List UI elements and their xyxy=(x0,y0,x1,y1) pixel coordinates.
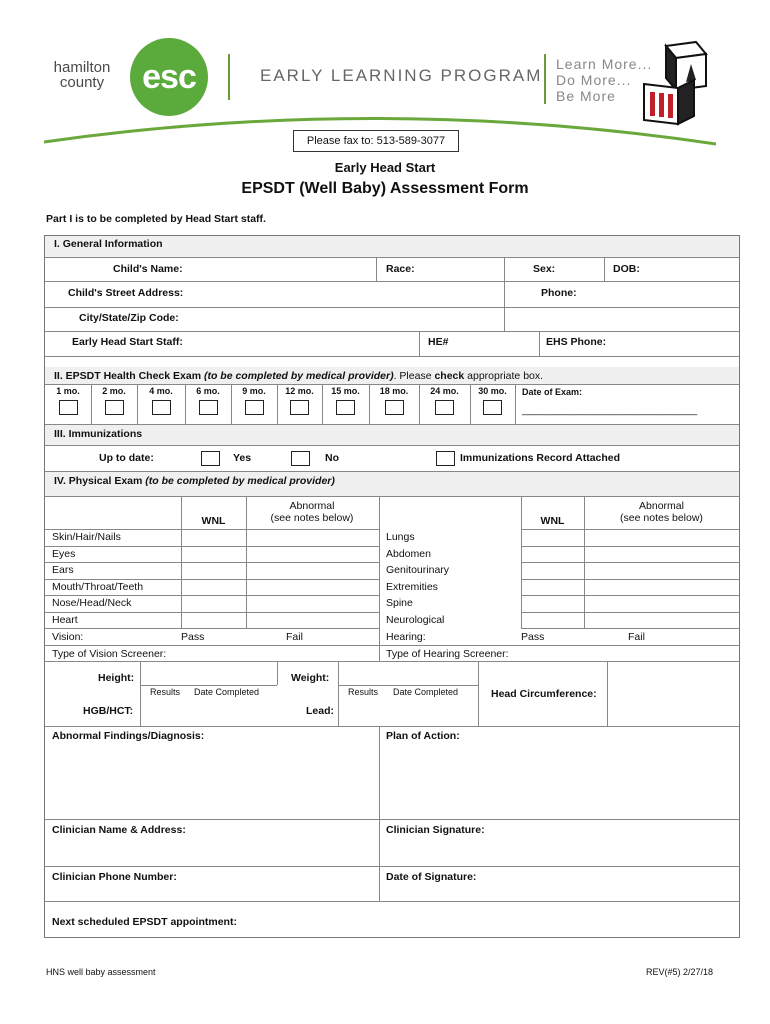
plan-label: Plan of Action: xyxy=(386,730,460,742)
head-circ-label: Head Circumference: xyxy=(491,688,597,700)
divider xyxy=(228,54,230,100)
exam-item-left: Heart xyxy=(52,613,78,626)
footer-left: HNS well baby assessment xyxy=(46,967,156,977)
month-label: 12 mo. xyxy=(285,386,314,396)
fax-number: Please fax to: 513-589-3077 xyxy=(293,130,459,152)
section-2-heading: II. EPSDT Health Check Exam (to be completed by medical provider). Please check appropriate box. xyxy=(54,370,544,382)
he-label: HE# xyxy=(428,336,449,348)
exam-item-left: Eyes xyxy=(52,547,76,560)
hearing-screener-label: Type of Hearing Screener: xyxy=(386,648,509,660)
wnl-header-left: WNL xyxy=(201,515,226,527)
sex-label: Sex: xyxy=(533,263,556,275)
weight-date-label: Date Completed xyxy=(393,687,459,697)
hearing-label: Hearing: xyxy=(386,631,426,643)
ehs-phone-label: EHS Phone: xyxy=(546,336,607,348)
section-header-bg xyxy=(45,424,739,445)
dob-label: DOB: xyxy=(613,263,640,275)
height-results-label: Results xyxy=(150,687,181,697)
date-of-exam-line[interactable]: ______________________________ xyxy=(522,404,698,416)
vision-label: Vision: xyxy=(52,631,84,643)
no-checkbox[interactable] xyxy=(291,451,310,466)
hearing-fail[interactable]: Fail xyxy=(628,631,645,643)
hearing-pass[interactable]: Pass xyxy=(521,631,545,643)
exam-item-right: Abdomen xyxy=(386,547,431,560)
exam-item-right: Extremities xyxy=(386,580,438,593)
hgb-label: HGB/HCT: xyxy=(83,705,134,717)
month-checkbox[interactable] xyxy=(290,400,309,415)
month-checkbox[interactable] xyxy=(59,400,78,415)
exam-item-right: Spine xyxy=(386,597,413,609)
month-label: 1 mo. xyxy=(56,386,80,396)
clinician-phone-label: Clinician Phone Number: xyxy=(52,871,177,883)
race-label: Race: xyxy=(386,263,415,275)
month-checkbox[interactable] xyxy=(245,400,264,415)
month-label: 2 mo. xyxy=(102,386,126,396)
abnormal-findings-label: Abnormal Findings/Diagnosis: xyxy=(52,730,205,742)
no-label: No xyxy=(325,452,339,464)
date-sig-label: Date of Signature: xyxy=(386,871,477,883)
clinician-sig-label: Clinician Signature: xyxy=(386,824,485,836)
up-to-date-label: Up to date: xyxy=(99,452,154,464)
weight-results-label: Results xyxy=(348,687,379,697)
yes-label: Yes xyxy=(233,452,252,464)
exam-item-left: Nose/Head/Neck xyxy=(52,597,132,609)
staff-label: Early Head Start Staff: xyxy=(72,336,183,348)
wnl-header-right: WNL xyxy=(540,515,565,527)
exam-item-right: Genitourinary xyxy=(386,564,450,576)
tagline: Learn More... Do More... Be More xyxy=(556,56,653,104)
vision-screener-label: Type of Vision Screener: xyxy=(52,648,167,660)
month-label: 4 mo. xyxy=(149,386,173,396)
month-label: 9 mo. xyxy=(242,386,266,396)
month-label: 30 mo. xyxy=(478,386,507,396)
height-label: Height: xyxy=(98,672,135,684)
month-checkbox[interactable] xyxy=(152,400,171,415)
clinician-name-label: Clinician Name & Address: xyxy=(52,824,186,836)
phone-label: Phone: xyxy=(541,287,577,299)
county-logo-text: hamilton county xyxy=(53,59,111,91)
month-label: 15 mo. xyxy=(331,386,360,396)
section-4-heading: IV. Physical Exam (to be completed by medical provider) xyxy=(54,475,335,487)
date-of-exam-label: Date of Exam: xyxy=(522,387,583,397)
section-1-heading: I. General Information xyxy=(54,238,163,250)
month-checkbox[interactable] xyxy=(336,400,355,415)
exam-item-left: Skin/Hair/Nails xyxy=(52,531,121,543)
page-title: EPSDT (Well Baby) Assessment Form xyxy=(241,180,529,197)
month-checkbox[interactable] xyxy=(199,400,218,415)
abnormal-header-right: Abnormal (see notes below) xyxy=(620,500,703,524)
record-attached-label: Immunizations Record Attached xyxy=(460,452,621,464)
month-checkbox[interactable] xyxy=(385,400,404,415)
vision-pass[interactable]: Pass xyxy=(181,631,205,643)
footer-right: REV(#5) 2/27/18 xyxy=(646,967,714,977)
exam-item-left: Mouth/Throat/Teeth xyxy=(52,580,144,593)
exam-item-right: Neurological xyxy=(386,613,445,626)
subtitle: Early Head Start xyxy=(334,160,436,175)
yes-checkbox[interactable] xyxy=(201,451,220,466)
child-name-label: Child's Name: xyxy=(113,263,183,275)
month-label: 18 mo. xyxy=(379,386,409,396)
month-checkbox[interactable] xyxy=(105,400,124,415)
esc-logo: esc xyxy=(130,38,208,116)
month-label: 6 mo. xyxy=(196,386,220,396)
divider xyxy=(544,54,546,104)
height-date-label: Date Completed xyxy=(194,687,260,697)
month-checkbox[interactable] xyxy=(435,400,454,415)
program-name: EARLY LEARNING PROGRAM xyxy=(260,66,543,85)
part-note: Part I is to be completed by Head Start staff. xyxy=(46,213,266,225)
exam-item-left: Ears xyxy=(52,564,74,576)
section-3-heading: III. Immunizations xyxy=(54,428,143,440)
vision-fail[interactable]: Fail xyxy=(286,631,303,643)
month-label: 24 mo. xyxy=(430,386,459,396)
exam-item-right: Lungs xyxy=(386,531,415,543)
record-attached-checkbox[interactable] xyxy=(436,451,455,466)
abnormal-header-left: Abnormal (see notes below) xyxy=(270,500,354,524)
next-appt-label: Next scheduled EPSDT appointment: xyxy=(52,916,237,928)
lead-label: Lead: xyxy=(306,705,335,717)
weight-label: Weight: xyxy=(291,672,330,684)
month-checkbox[interactable] xyxy=(483,400,502,415)
city-label: City/State/Zip Code: xyxy=(79,312,179,324)
street-label: Child's Street Address: xyxy=(68,287,184,299)
